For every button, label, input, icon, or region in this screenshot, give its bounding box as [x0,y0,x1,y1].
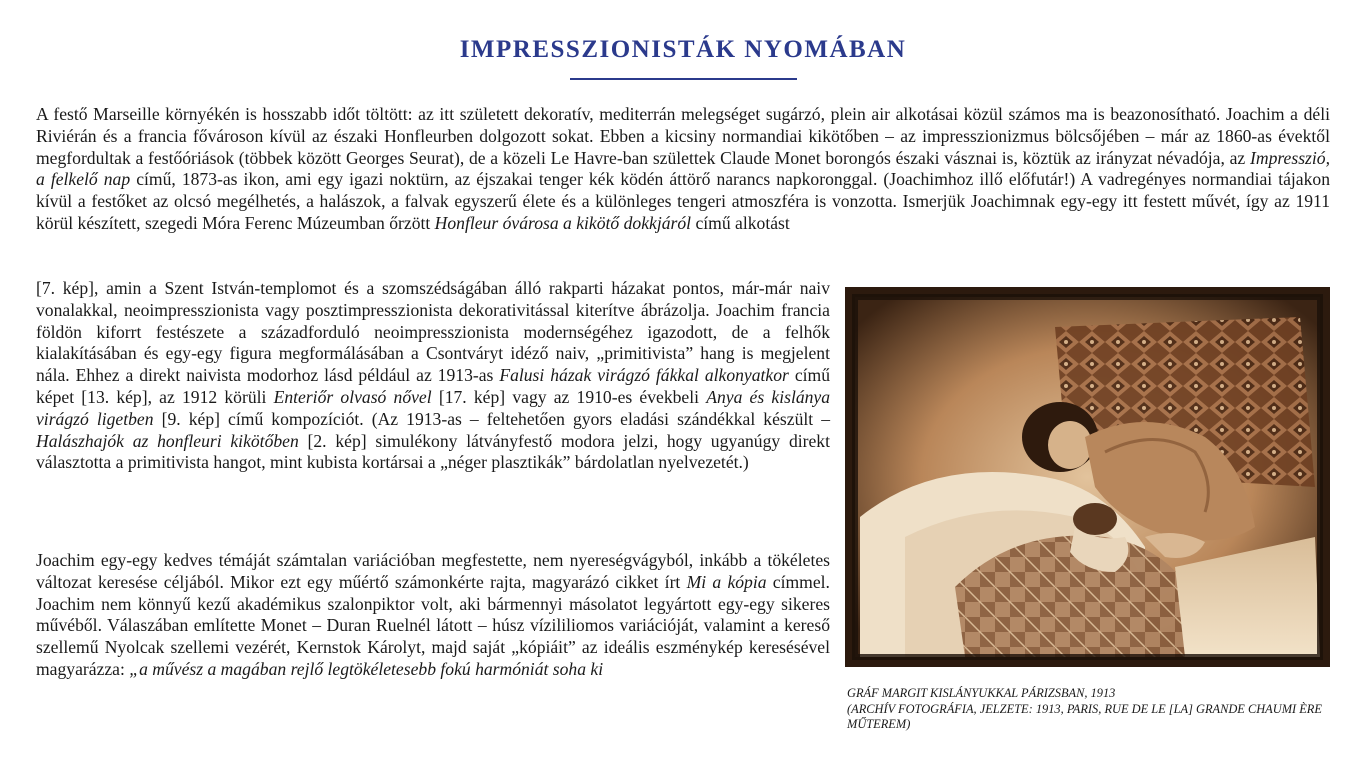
paragraph-kopia-text-2: címmel. Joachim nem könnyű kezű akadémikus szalonpiktor volt, aki bármennyi másolatot legyártott egy-egy sikeres művéből. Válaszában említette Monet – Duran Ruelnél látott – húsz vízililiomos variációját, valamint a kereső szellemű Nyolcak szellemi vezérét, Kernstok Károlyt, majd saját „kópiáit” az ideális eszménykép keresésével magyarázza: [36,571,830,679]
caption-line-1: GRÁF MARGIT KISLÁNYUKKAL PÁRIZSBAN, 1913 [847,686,1116,700]
paragraph-cont-text-3: [17. kép] vagy az 1910-es évekbeli [438,386,700,407]
caption-line-2b: 1913, PARIS, RUE DE LE [LA] GRANDE CHAUMI ÈRE MŰTEREM) [847,701,1322,731]
paragraph-cont-text-2: című képet [13. kép], az 1912 körüli [36,365,830,407]
archive-photo [845,287,1330,667]
paragraph-intro-text-2: című, 1873-as ikon, ami egy igazi noktürn, az éjszakai tenger kék ködén áttörő narancs napkoronggal. (Joachimhoz illő előfutár!) A vadregényes normandiai tájakon kívül a festőket az olcsó megélhetés, a halászok, a falvak egyszerű élete és a különleges tengeri atmoszféra is vonzotta. Ismerjük Joachimnak egy-egy itt festett művét, így az 1911 körül készített, szegedi Móra Ferenc Múzeumban őrzött [36,169,1330,233]
artwork-title-impresszio: Impresszió, a felkelő nap [36,147,1330,190]
artwork-title-anya-es-kislanya: Anya és kislánya virágzó ligetben [36,386,831,429]
paragraph-intro-text-1: A festő Marseille környékén is hosszabb időt töltött: az itt született dekoratív, mediterrán melegséget sugárzó, plein air alkotásai közül számos ma is beazonosítható. Joachim a déli Riviérán és a francia fővároson kívül az északi Honfleurben dolgozott sokat. Ebben a kicsiny normandiai kikötőben – az impresszionizmus bölcsőjében – már az 1860-as évektől megfordultak a festőóriások (többek között Georges Seurat), de a közeli Le Havre-ban születtek Claude Monet borongós északi vásznai is, köztük az irányzat névadója, az [36,104,1330,168]
paragraph-cont-text-5: [2. kép] simulékony látványfestő modora jelzi, hogy ugyanúgy direkt választotta a primitivista hangot, mint kubista kortársai a „néger plasztikák” bárdolatlan nyelvezetét.) [36,430,830,473]
paragraph-cont-text-4: [9. kép] című kompozíciót. (Az 1913-as – feltehetően gyors eladási szándékkal készült – [161,408,830,429]
archive-photo-svg [845,287,1330,667]
paragraph-cont-text-1: [7. kép], amin a Szent István-templomot és a szomszédságában álló rakparti házakat pontos, már-már naiv vonalakkal, neoimpresszionista vagy posztimpresszionista dekorativitással kiterítve ábrázolja. Joachim francia földön kiforrt festészete a századforduló neoimpresszionista modernségéhez igazodott, de a felhők kialakításában és egy-egy figura megformálásában a Csontváryt idéző naiv, „primitivista” hang is megjelent nála. Ehhez a direkt naivista modorhoz lásd például az 1913-as [36,278,830,386]
page-title: IMPRESSZIONISTÁK NYOMÁBAN [459,36,907,63]
paragraph-intro-text-3: című alkotást [695,212,790,233]
woman-face [1048,421,1092,469]
artwork-title-honfleur: Honfleur óvárosa a kikötő dokkjáról [434,212,692,233]
quote-text: „a művész a magában rejlő legtökéletesebb fokú harmóniát soha ki [129,658,604,679]
paragraph-kopia [36,550,830,681]
caption-line-2 [847,702,1332,733]
artwork-title-falusi-hazak: Falusi házak virágzó fákkal alkonyatkor [499,365,789,386]
title-underline [570,78,797,80]
paragraph-intro [36,104,1330,235]
photo-caption [847,686,1332,733]
artwork-title-enterior: Enteriőr olvasó nővel [273,386,432,407]
article-title-mi-a-kopia: Mi a kópia [686,571,767,592]
paragraph-intro-continued [36,278,830,474]
paragraph-kopia-text-1: Joachim egy-egy kedves témáját számtalan variációban megfestette, nem nyereségvágyból, inkább a tökéletes változat keresése céljából. Mikor ezt egy műértő számonkérte rajta, magyarázó cikket írt [36,550,830,592]
artwork-title-halaszhajok: Halászhajók az honfleuri kikötőben [36,430,299,451]
caption-line-2a: (ARCHÍV FOTOGRÁFIA, JELZETE: [847,701,1033,716]
